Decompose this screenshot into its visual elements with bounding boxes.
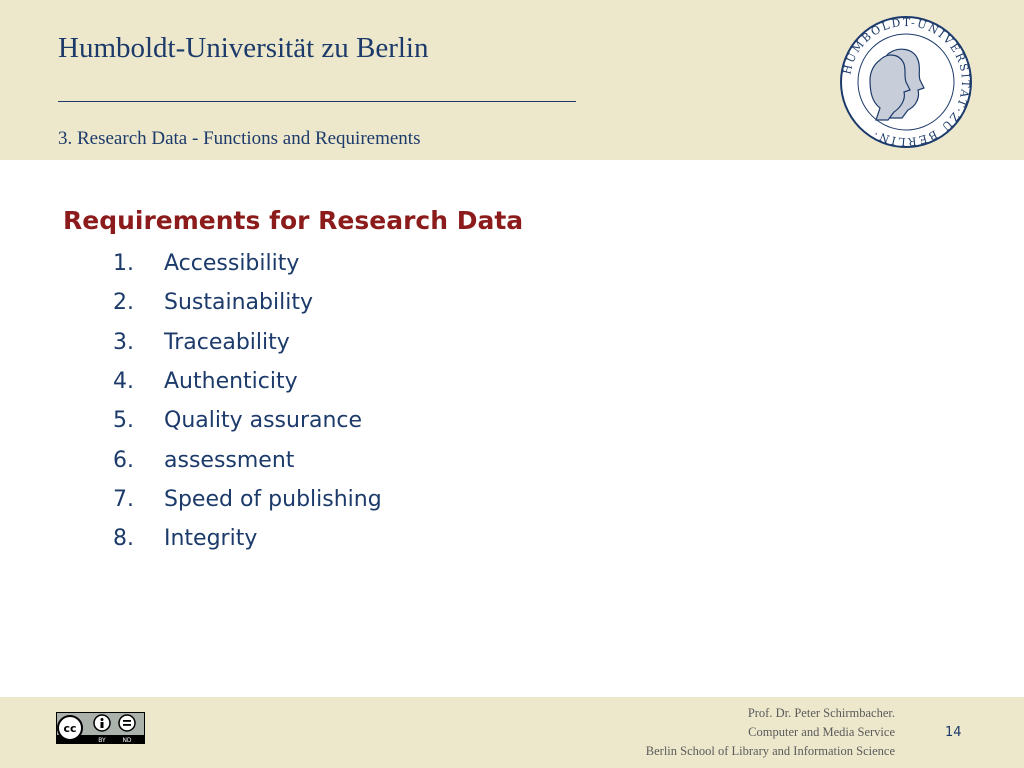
item-label: Traceability	[164, 329, 290, 355]
item-label: Speed of publishing	[164, 486, 382, 512]
item-label: Authenticity	[164, 369, 298, 395]
item-label: Sustainability	[164, 290, 313, 316]
cc-label: cc	[63, 722, 77, 735]
item-label: Accessibility	[164, 251, 300, 277]
item-number: 7.	[113, 486, 134, 512]
list-item	[113, 440, 382, 479]
list-item	[113, 401, 382, 440]
item-label: Integrity	[164, 526, 258, 552]
item-label: Quality assurance	[164, 408, 363, 434]
creative-commons-by-nd-icon[interactable]	[56, 712, 145, 744]
list-item	[113, 323, 382, 362]
list-item	[113, 519, 382, 558]
humboldt-university-seal-icon	[838, 14, 974, 150]
slide-heading: Requirements for Research Data	[63, 206, 524, 235]
by-label: BY	[98, 737, 106, 744]
item-label: assessment	[164, 447, 295, 473]
list-item	[113, 362, 382, 401]
requirements-list	[113, 244, 382, 558]
seal-text: HUMBOLDT-UNIVERSITÄT·ZU BERLIN·	[840, 15, 973, 149]
nd-label: ND	[122, 737, 132, 744]
item-number: 8.	[113, 526, 134, 552]
item-number: 3.	[113, 329, 134, 355]
university-title: Humboldt-Universität zu Berlin	[58, 32, 429, 64]
item-number: 5.	[113, 408, 134, 434]
department-name: Computer and Media Service	[748, 725, 895, 739]
item-number: 1.	[113, 251, 134, 277]
item-number: 4.	[113, 369, 134, 395]
list-item	[113, 480, 382, 519]
footer-credits	[646, 704, 895, 761]
item-number: 2.	[113, 290, 134, 316]
section-title: 3. Research Data - Functions and Requirements	[58, 128, 421, 149]
page-number: 14	[945, 725, 962, 740]
author-name: Prof. Dr. Peter Schirmbacher.	[747, 706, 895, 720]
school-name: Berlin School of Library and Information Science	[645, 744, 895, 758]
item-number: 6.	[113, 447, 134, 473]
list-item	[113, 244, 382, 283]
header-divider	[58, 101, 576, 102]
list-item	[113, 283, 382, 322]
